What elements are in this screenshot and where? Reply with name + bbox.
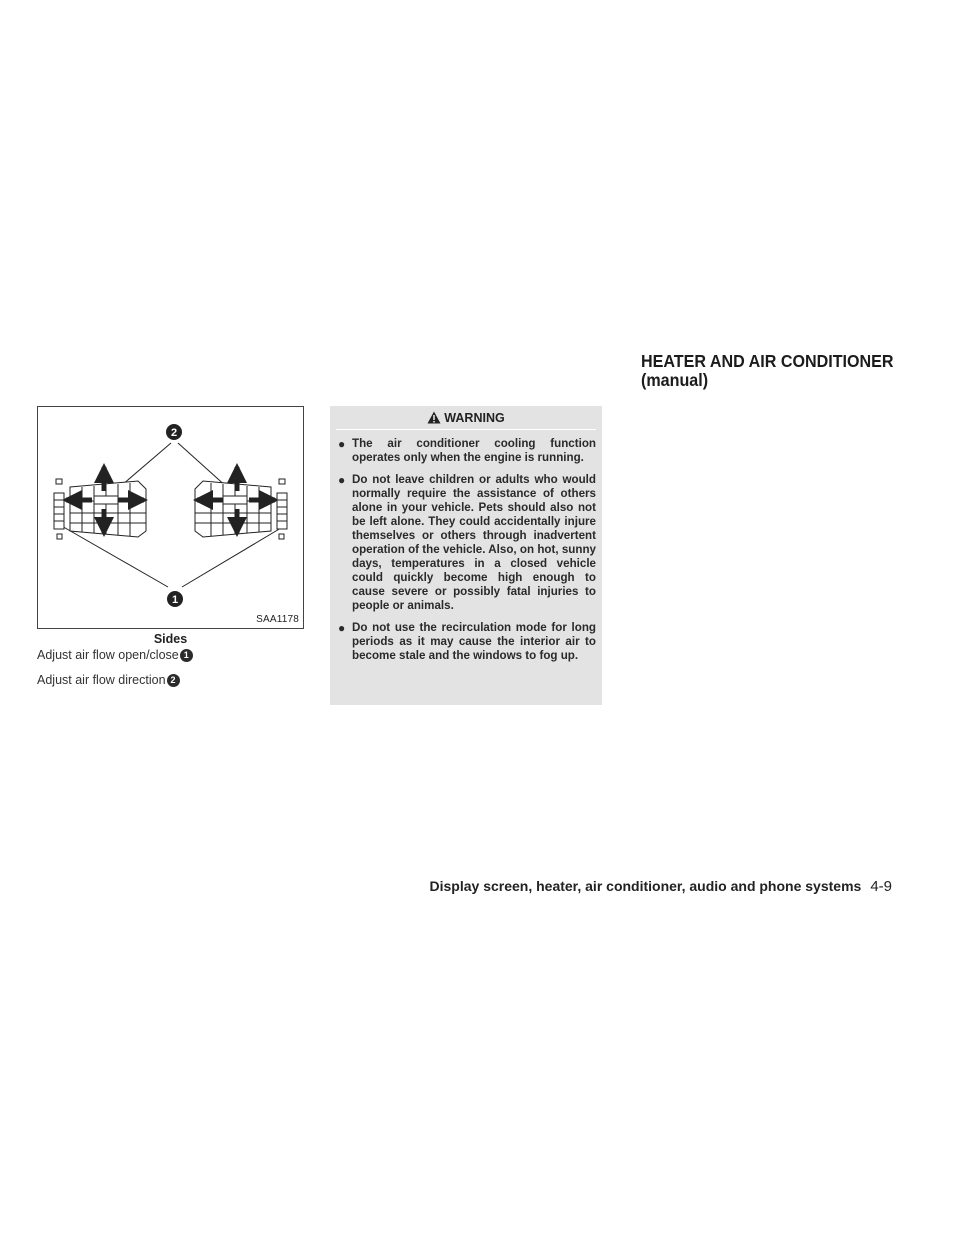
callout-1-badge: 1	[180, 649, 193, 662]
warning-triangle-icon	[427, 411, 441, 424]
description-text: Adjust air flow open/close	[37, 648, 179, 662]
warning-divider	[336, 429, 596, 430]
warning-box	[330, 406, 602, 705]
warning-item: ● Do not use the recirculation mode for long periods as it may cause the interior air to become stale and the windows to fog up.	[338, 621, 596, 662]
left-vent-grille	[66, 467, 146, 537]
figure-caption: Sides	[153, 632, 188, 646]
right-vent-grille	[195, 467, 275, 537]
footer-chapter: Display screen, heater, air conditioner, audio and phone systems	[429, 878, 862, 894]
svg-text:1: 1	[171, 594, 179, 606]
warning-item: ● The air conditioner cooling function operates only when the engine is running.	[338, 437, 596, 464]
left-side-dial	[54, 479, 64, 539]
section-title-line1: HEATER AND AIR CONDITIONER	[641, 351, 894, 371]
section-title-line2: (manual)	[641, 370, 709, 390]
vent-figure	[37, 406, 304, 629]
side-vents-illustration	[38, 407, 303, 628]
warning-list	[336, 437, 596, 671]
description-text: Adjust air flow direction	[37, 673, 166, 687]
warning-header	[330, 406, 602, 429]
figure-code: SAA1178	[256, 614, 299, 625]
description-direction	[37, 673, 180, 687]
warning-title: WARNING	[444, 410, 505, 425]
page-footer	[430, 878, 893, 895]
section-title	[641, 352, 917, 390]
callout-2-badge: 2	[167, 674, 180, 687]
warning-item: ● Do not leave children or adults who would normally require the assistance of others alone in your vehicle. Pets should also not be left alone. They could accidentally injure themselves or others through inadvertent operation of the vehicle. Also, on hot, sunny days, temperatures in a closed vehicle could quickly become high enough to cause severe or possibly fatal injuries to people or animals.	[338, 473, 596, 612]
description-open-close	[37, 648, 193, 662]
page-number: 4-9	[870, 878, 892, 895]
svg-text:2: 2	[170, 427, 178, 439]
callout-2-badge	[166, 424, 182, 440]
callout-1-badge	[167, 591, 183, 607]
